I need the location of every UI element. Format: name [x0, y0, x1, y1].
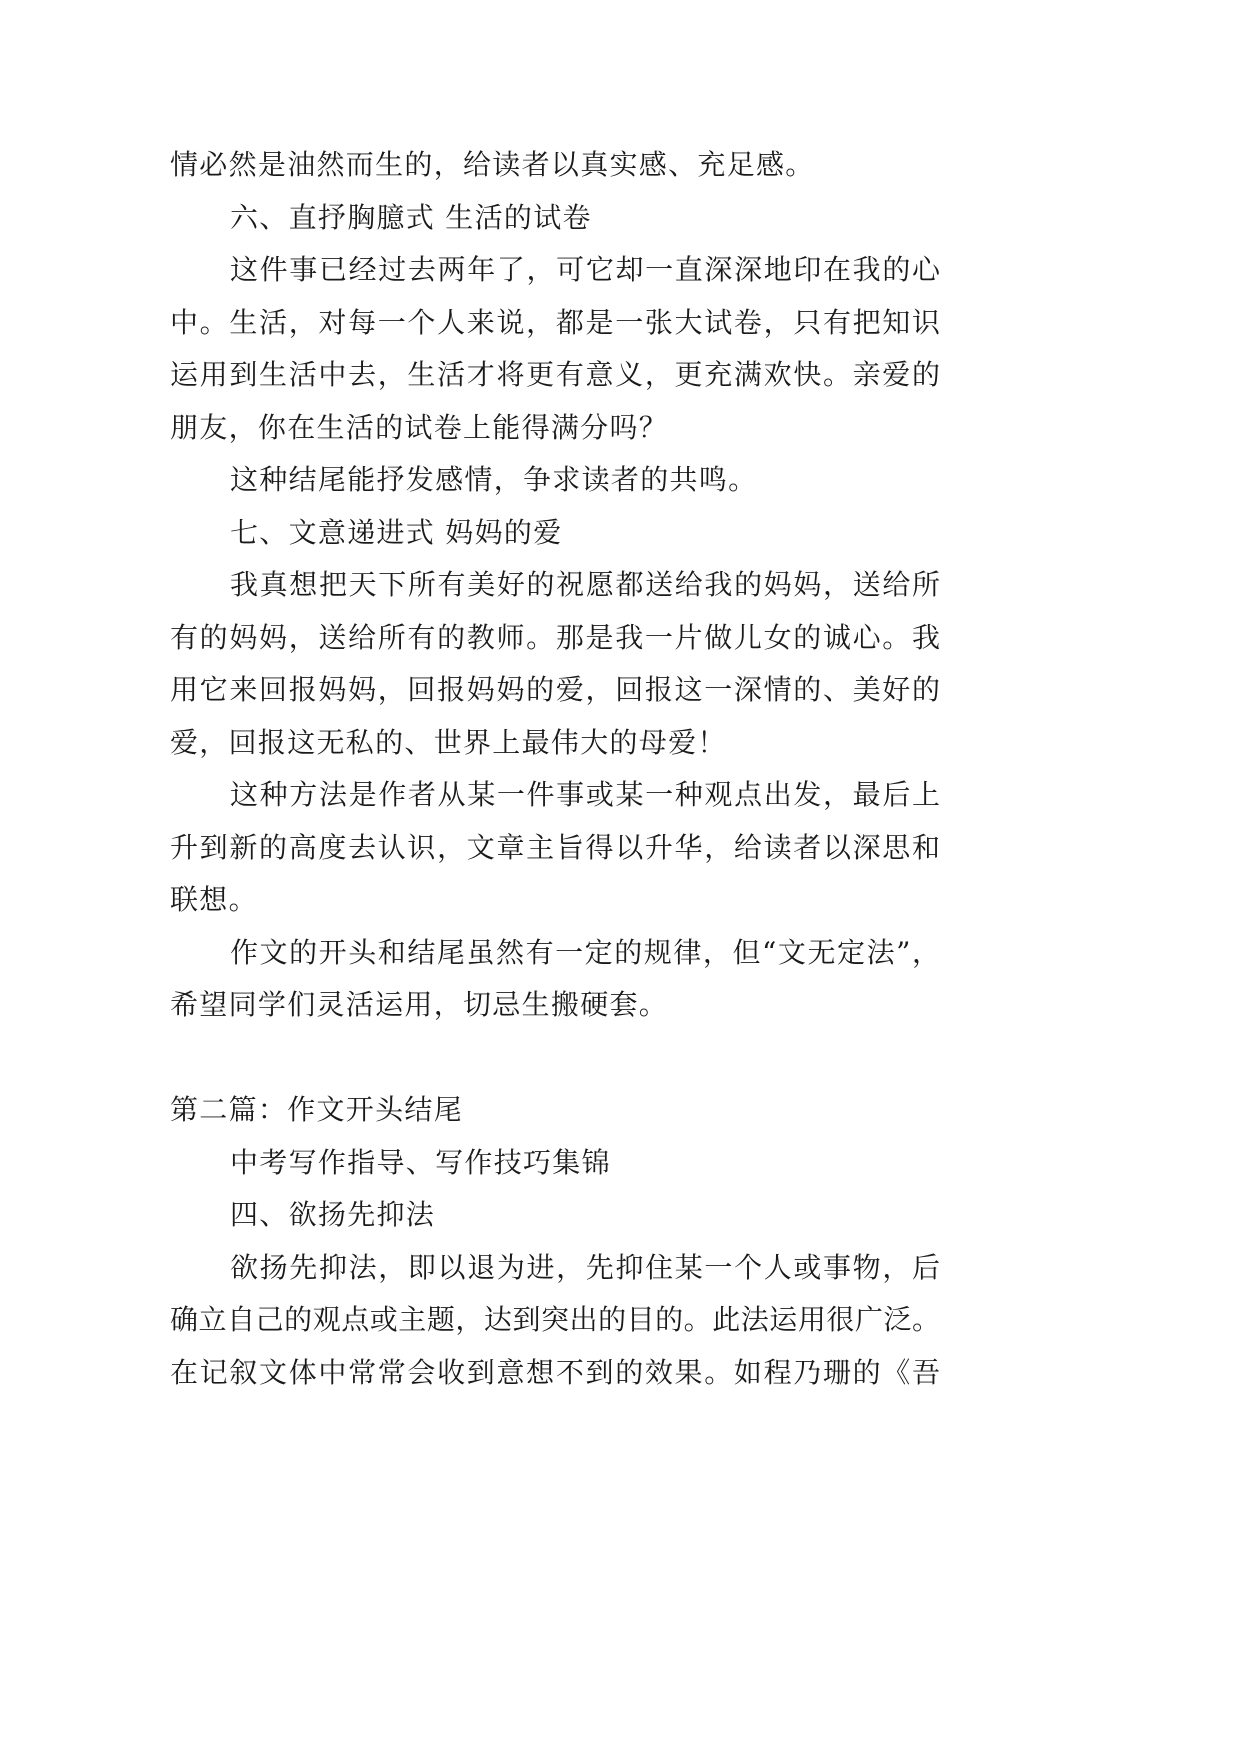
article-title: 第二篇：作文开头结尾 — [170, 1093, 464, 1126]
text-line: 作文的开头和结尾虽然有一定的规律，但“文无定法”， — [230, 935, 940, 969]
paragraph — [170, 1242, 940, 1400]
text-line: 联想。 — [170, 883, 258, 916]
paragraph — [170, 927, 940, 1032]
subheading-text: 七、文意递进式 妈妈的爱 — [230, 515, 563, 549]
text-line: 欲扬先抑法，即以退为进，先抑住某一个人或事物，后 — [230, 1250, 940, 1284]
text-line: 情必然是油然而生的，给读者以真实感、充足感。 — [170, 148, 815, 181]
text-line: 希望同学们灵活运用，切忌生搬硬套。 — [170, 988, 669, 1021]
text-line: 爱，回报这无私的、世界上最伟大的母爱！ — [170, 725, 727, 759]
article-two — [170, 1084, 940, 1399]
paragraph — [170, 454, 940, 507]
article-one — [170, 192, 940, 1032]
continued-paragraph — [170, 139, 940, 192]
paragraph — [170, 559, 940, 769]
blank-line — [170, 1032, 940, 1085]
text-line: 我真想把天下所有美好的祝愿都送给我的妈妈，送给所 — [230, 568, 940, 601]
text-line: 运用到生活中去，生活才将更有意义，更充满欢快。亲爱的 — [170, 358, 940, 391]
text-line: 确立自己的观点或主题，达到突出的目的。此法运用很广泛。 — [170, 1303, 940, 1336]
subheading-text: 中考写作指导、写作技巧集锦 — [230, 1145, 611, 1179]
text-line: 这种方法是作者从某一件事或某一种观点出发，最后上 — [230, 778, 940, 811]
text-line: 这种结尾能抒发感情，争求读者的共鸣。 — [230, 463, 758, 496]
text-line: 朋友，你在生活的试卷上能得满分吗？ — [170, 410, 669, 444]
text-line: 这件事已经过去两年了，可它却一直深深地印在我的心 — [230, 253, 940, 286]
text-line: 用它来回报妈妈，回报妈妈的爱，回报这一深情的、美好的 — [170, 673, 940, 706]
text-line: 有的妈妈，送给所有的教师。那是我一片做儿女的诚心。我 — [170, 620, 940, 654]
subheading — [170, 192, 940, 245]
subheading — [170, 1137, 940, 1190]
text-line: 中。生活，对每一个人来说，都是一张大试卷，只有把知识 — [170, 305, 940, 339]
subheading — [170, 1189, 940, 1242]
subheading-text: 六、直抒胸臆式 生活的试卷 — [230, 200, 592, 234]
paragraph — [170, 769, 940, 927]
subheading — [170, 507, 940, 560]
text-column — [170, 139, 940, 1399]
paragraph — [170, 244, 940, 454]
text-line: 升到新的高度去认识，文章主旨得以升华，给读者以深思和 — [170, 830, 940, 864]
text-line: 在记叙文体中常常会收到意想不到的效果。如程乃珊的《吾 — [170, 1355, 940, 1389]
subheading-text: 四、欲扬先抑法 — [230, 1198, 436, 1231]
